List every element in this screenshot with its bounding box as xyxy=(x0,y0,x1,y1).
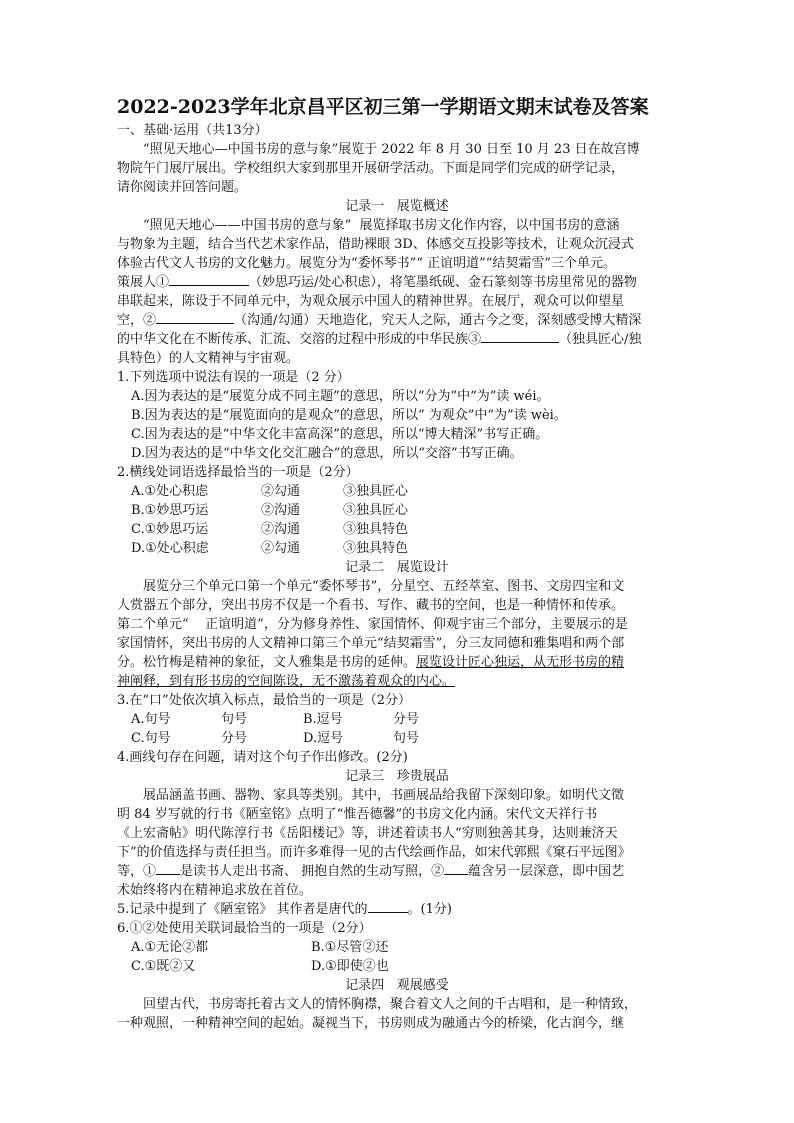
question-2-stem: 2.横线处词语选择最恰当的一项是（2分） xyxy=(117,465,359,480)
record-1-line: 串联起来，陈设于不同单元中，为观众展示中国人的精神世界。在展厅，观众可以仰望星 xyxy=(117,294,625,309)
record-3-line: 术始终将内在精神追求放在首位。 xyxy=(117,883,313,898)
record-2-line: 家国情怀，突出书房的人文精神口第三个单元“结契霜雪”，分三友同德和雅集唱和两个部 xyxy=(117,636,625,651)
record-4-line: 回望古代，书房寄托着古文人的情怀胸襟，聚合着文人之间的千古唱和，是一种情致， xyxy=(143,997,638,1012)
question-1-option: C.因为表达的是“中华文化丰富高深”的意思，所以“博大精深”书写正确。 xyxy=(131,427,549,442)
section-heading: 一、基础·运用（共13分） xyxy=(117,123,268,138)
question-4-stem: 4.画线句存在问题，请对这个句子作出修改。(2分) xyxy=(117,750,408,765)
record-1-line: 空，② （沟通/勾通）天地造化，究天人之际，通古今之变，深刻感受博大精深 xyxy=(117,313,642,328)
intro-line: 物院午门展厅展出。学校组织大家到那里开展研学活动。下面是同学们完成的研学记录， xyxy=(117,161,625,176)
question-1-option: B.因为表达的是“展览面向的是观众”的意思，所以“ 为观众”中“为”读 wèi。 xyxy=(131,408,567,423)
blank-4 xyxy=(156,862,180,875)
record-3-line: 等，① 是读书人走出书斋、 拥抱自然的生动写照，② 蕴含另一层深意，即中国艺 xyxy=(117,864,625,879)
question-6-option: A.①无论②都 B.①尽管②还 xyxy=(131,940,389,955)
record-3-line: 下”的价值选择与责任担当。而许多难得一见的古代绘画作品，如宋代郭熙《窠石平远图》 xyxy=(117,845,631,860)
question-6-option: C.①既②又 D.①即使②也 xyxy=(131,959,389,974)
underlined-sentence: 展览设计匠心独运，从无形书房的精 xyxy=(416,655,625,670)
question-5-stem: 5.记录中提到了《陋室铭》 其作者是唐代的 。(1分) xyxy=(117,902,452,917)
blank-6 xyxy=(368,900,408,913)
record-2-line: 第二个单元“ 正谊明道”，分为修身养性、家国情怀、仰观宇宙三个部分，主要展示的是 xyxy=(117,617,628,632)
question-3-option: C.句号 分号 D.逗号 句号 xyxy=(131,731,420,746)
record-2-line: 展览分三个单元口第一个单元“委怀琴书”，分星空、五经萃室、图书、文房四宝和文 xyxy=(143,579,625,594)
record-1-line: 策展人① （妙思巧运/处心积虑），将笔墨纸砚、金石篆刻等书房里常见的器物 xyxy=(117,275,637,290)
question-2-option: A.①处心积虑 ②勾通 ③独具匠心 xyxy=(131,484,409,499)
underlined-sentence: 神阐释，到有形书房的空间陈设，无不激荡着观众的内心。 xyxy=(117,674,456,689)
record-1-title: 记录一 展览概述 xyxy=(345,199,449,214)
record-2-line: 人赏器五个部分，突出书房不仅是一个看书、写作、藏书的空间，也是一种情怀和传承。 xyxy=(117,598,625,613)
question-2-option: B.①妙思巧运 ②沟通 ③独具匠心 xyxy=(131,503,409,518)
record-1-line: “照见天地心——中国书房的意与象” 展览择取书房文化作内容，以中国书房的意涵 xyxy=(143,218,620,233)
record-4-title: 记录四 观展感受 xyxy=(345,978,449,993)
blank-2 xyxy=(156,311,234,324)
record-3-line: 《上宏斋帖》明代陈淳行书《岳阳楼记》等，讲述着读书人“穷则独善其身，达则兼济天 xyxy=(117,826,618,841)
record-2-line: 分。松竹梅是精神的象征，文人雅集是书房的延伸。展览设计匠心独运，从无形书房的精 xyxy=(117,655,625,670)
record-2-title: 记录二 展览设计 xyxy=(345,560,449,575)
record-3-line: 明 84 岁写就的行书《陋室铭》点明了“惟吾德馨”的书房文化内涵。宋代文天祥行书 xyxy=(117,807,598,822)
question-3-option: A.句号 句号 B.逗号 分号 xyxy=(131,712,420,727)
record-3-line: 展品涵盖书画、器物、家具等类别。其中，书画展品给我留下深刻印象。如明代文徵 xyxy=(143,788,625,803)
question-1-option: A.因为表达的是“展览分成不同主题”的意思，所以“分为”中“为”读 wéi。 xyxy=(131,389,550,404)
question-2-option: D.①处心积虑 ②勾通 ③独具特色 xyxy=(131,541,409,556)
record-1-line: 体验古代文人书房的文化魅力。展览分为“委怀琴书”“ 正谊明道”“结契霜雪”三个单元。 xyxy=(117,256,617,271)
question-3-stem: 3.在“口”处依次填入标点，最恰当的一项是（2分） xyxy=(117,693,411,708)
record-3-title: 记录三 珍贵展品 xyxy=(345,769,449,784)
record-4-line: 一种观照，一种精神空间的起始。凝视当下，书房则成为融通古今的桥梁，化古润今，继 xyxy=(117,1016,625,1031)
record-1-line: 的中华文化在不断传承、汇流、交溶的过程中形成的中华民族③ （独具匠心/独 xyxy=(117,332,642,347)
record-1-line: 与物象为主题，结合当代艺术家作品，借助裸眼 3D、体感交互投影等技术，让观众沉浸式 xyxy=(117,237,634,252)
intro-line: “照见天地心—中国书房的意与象”展览于 2022 年 8 月 30 日至 10 月 23 日在故宫博 xyxy=(143,142,640,157)
record-1-line: 具特色）的人文精神与宇宙观。 xyxy=(117,351,300,366)
blank-3 xyxy=(481,330,559,343)
document-page xyxy=(117,94,677,1033)
question-1-stem: 1.下列选项中说法有误的一项是（2 分） xyxy=(117,370,350,385)
intro-line: 请你阅读并回答问题。 xyxy=(117,180,248,195)
question-1-option: D.因为表达的是“中华文化交汇融合”的意思，所以“交溶”书写正确。 xyxy=(131,446,523,461)
question-6-stem: 6.①②处使用关联词最恰当的一项是（2分） xyxy=(117,921,372,936)
question-2-option: C.①妙思巧运 ②沟通 ③独具特色 xyxy=(131,522,409,537)
blank-1 xyxy=(169,273,249,286)
blank-5 xyxy=(444,862,468,875)
document-title: 2022-2023学年北京昌平区初三第一学期语文期末试卷及答案 xyxy=(117,96,649,118)
